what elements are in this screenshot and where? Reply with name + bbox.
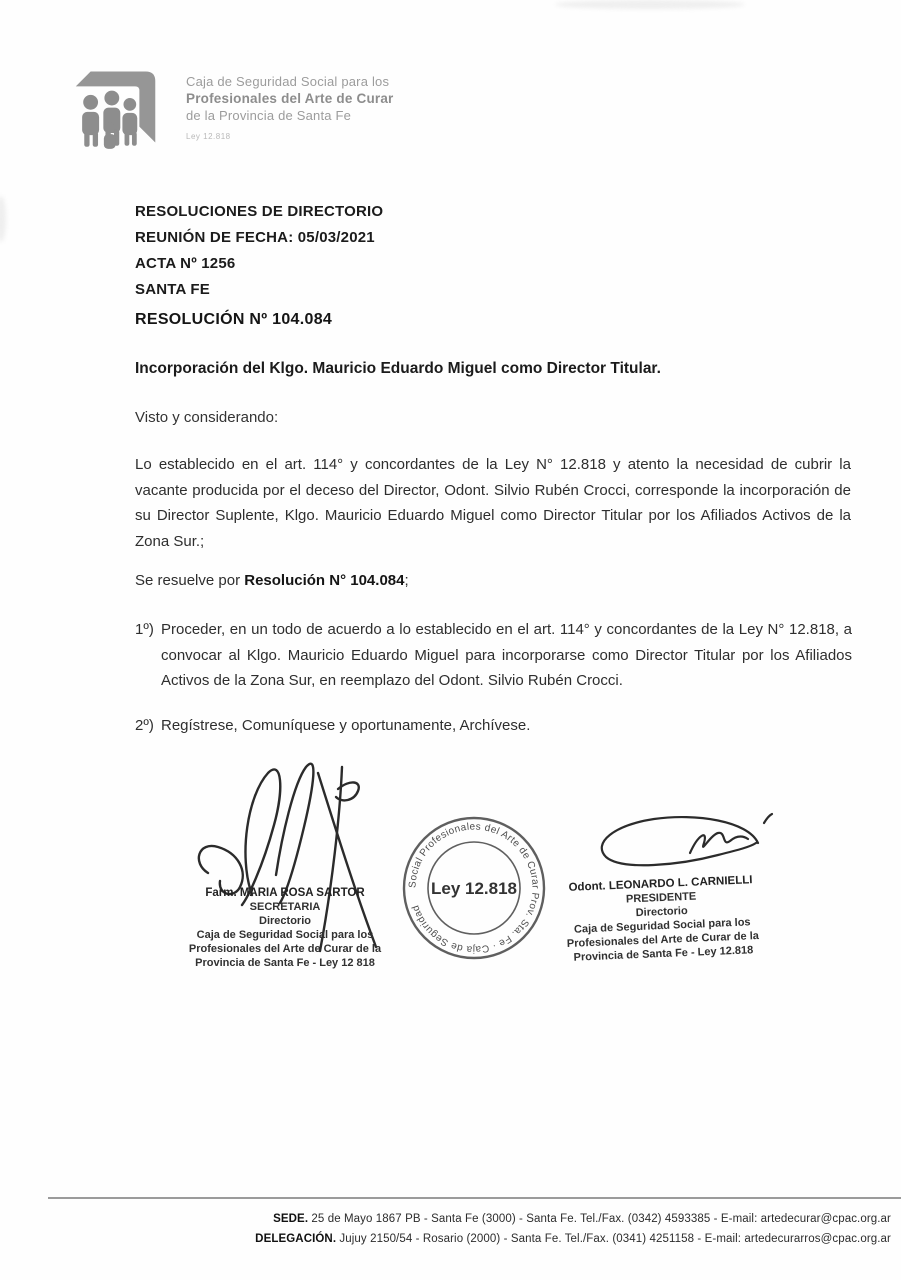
header-acta: ACTA Nº 1256 [135,255,236,272]
body-intro: Visto y considerando: [135,409,279,426]
signer-org-line: Provincia de Santa Fe - Ley 12.818 [573,944,754,964]
logo-line: de la Provincia de Santa Fe [186,108,352,123]
footer-sede-label: SEDE. [273,1213,309,1225]
header-resoluciones: RESOLUCIONES DE DIRECTORIO [135,203,384,220]
signer-role: SECRETARIA [249,901,321,913]
signer-org-line: Profesionales del Arte de Curar de la [566,929,760,950]
stamp-ring-text: Social Profesionales del Arte de Curar Prov. Sta. Fe · Caja de Seguridad [407,821,541,955]
signer-role: PRESIDENTE [625,890,697,906]
logo-line: Caja de Seguridad Social para los [186,74,390,89]
item-number: 2º) [135,717,154,734]
footer-contact [255,1210,891,1249]
resolve-line [135,572,409,589]
signer-name: Odont. LEONARDO L. CARNIELLI [568,874,753,894]
signer-org-line: Caja de Seguridad Social para los [573,916,751,936]
resolution-subject: Incorporación del Klgo. Mauricio Eduardo Miguel como Director Titular. [135,360,661,377]
signer-name: Farm. MARIA ROSA SARTOR [205,887,365,899]
resolve-prefix: Se resuelve por [135,572,245,589]
scan-artifact [0,196,6,242]
header-ciudad: SANTA FE [135,281,210,298]
signature-block-right [544,872,779,966]
official-round-stamp [398,812,550,964]
body-considerations: Lo establecido en el art. 114° y concordantes de la Ley N° 12.818 y atento la necesidad de cubrir la vacante producida por el deceso del Director, Odont. Silvio Rubén Crocci, corresponde la incorporación de su Director Suplente, Klgo. Mauricio Eduardo Miguel como Director Titular por los Afiliados Activos de la Zona Sur.; [135,456,851,550]
resolve-suffix: ; [404,572,409,589]
scan-artifact [555,0,745,9]
signer-org-line: Provincia de Santa Fe - Ley 12 818 [195,957,375,969]
footer-delegacion-line [255,1230,891,1250]
footer-divider [48,1197,901,1199]
logo-line: Profesionales del Arte de Curar [186,91,394,106]
stamp-center-text: Ley 12.818 [430,879,518,898]
footer-delegacion-label: DELEGACIÓN. [255,1232,337,1245]
org-logo-icon [62,62,168,168]
item-text: Proceder, en un todo de acuerdo a lo establecido en el art. 114° y concordantes de la Ley N° 12.818, a convocar al Klgo. Mauricio Eduardo Miguel para incorporarse como Director Titular por los Afiliados Activos de la Zona Sur, en reemplazo del Odont. Silvio Rubén Crocci. [161,621,852,690]
logo-law-number: Ley 12.818 [186,132,231,141]
item-text: Regístrese, Comuníquese y oportunamente, Archívese. [161,717,531,734]
resolution-item-1 [135,617,852,694]
signer-org-line: Caja de Seguridad Social para los [196,929,374,941]
document-header [135,199,383,303]
item-number: 1º) [135,621,154,638]
resolution-item-2 [135,713,852,739]
resolution-number-title: RESOLUCIÓN Nº 104.084 [135,311,333,328]
footer-sede-line [255,1210,891,1230]
resolve-number: Resolución N° 104.084 [244,572,405,589]
org-logo-text [186,73,394,145]
signer-org-line: Directorio [635,904,688,920]
signer-org-line: Profesionales del Arte de Curar de la [188,943,382,955]
signer-org-line: Directorio [259,915,311,927]
footer-delegacion-text: Jujuy 2150/54 - Rosario (2000) - Santa Fe. Tel./Fax. (0341) 4251158 - E-mail: artedecurarros@cpac.org.ar [336,1232,891,1245]
signature-block-left [149,886,421,970]
header-fecha: REUNIÓN DE FECHA: 05/03/2021 [135,229,375,246]
footer-sede-text: 25 de Mayo 1867 PB - Santa Fe (3000) - Santa Fe. Tel./Fax. (0342) 4593385 - E-mail: artedecurar@cpac.org.ar [308,1213,891,1225]
